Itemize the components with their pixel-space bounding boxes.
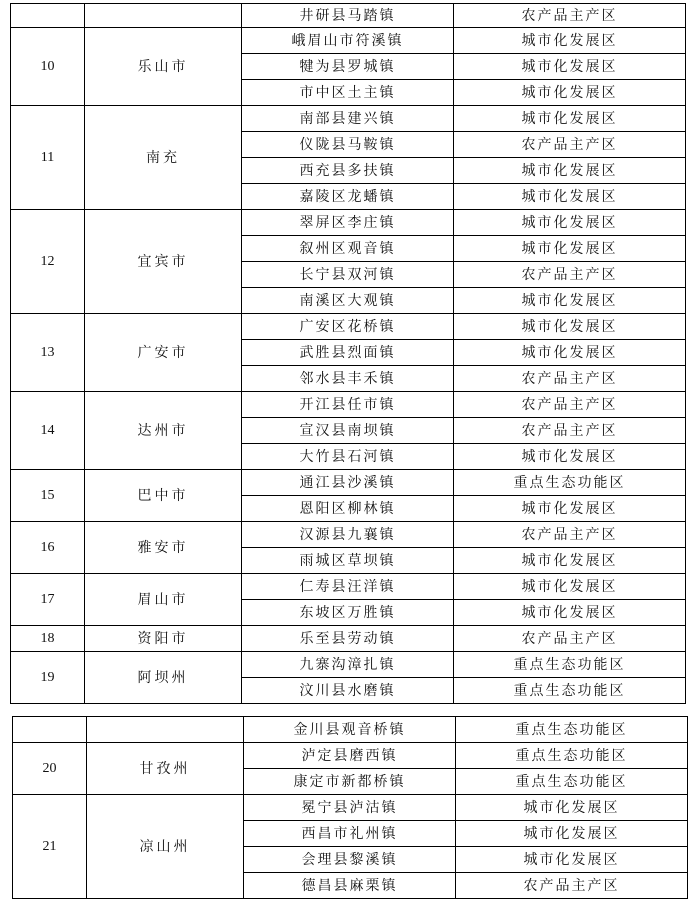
- city-name: 凉山州: [87, 795, 244, 899]
- zone-type: 城市化发展区: [454, 496, 686, 522]
- town-name: 开江县任市镇: [242, 392, 454, 418]
- town-name: 邻水县丰禾镇: [242, 366, 454, 392]
- town-name: 冕宁县泸沽镇: [244, 795, 456, 821]
- town-name: 恩阳区柳林镇: [242, 496, 454, 522]
- town-name: 汶川县水磨镇: [242, 678, 454, 704]
- city-name: 资阳市: [85, 626, 242, 652]
- row-number: 20: [13, 743, 87, 795]
- zone-type: 城市化发展区: [454, 236, 686, 262]
- row-number: [11, 4, 85, 28]
- row-number: 16: [11, 522, 85, 574]
- town-name: 武胜县烈面镇: [242, 340, 454, 366]
- table-row: [11, 652, 686, 678]
- city-name: 甘孜州: [87, 743, 244, 795]
- zone-type: 重点生态功能区: [456, 743, 688, 769]
- table-row: [11, 28, 686, 54]
- town-name: 峨眉山市符溪镇: [242, 28, 454, 54]
- zone-type: 农产品主产区: [454, 366, 686, 392]
- town-name: 犍为县罗城镇: [242, 54, 454, 80]
- zone-type: 重点生态功能区: [454, 470, 686, 496]
- row-number: 12: [11, 210, 85, 314]
- town-name: 通江县沙溪镇: [242, 470, 454, 496]
- town-name: 西昌市礼州镇: [244, 821, 456, 847]
- town-name: 叙州区观音镇: [242, 236, 454, 262]
- zone-type: 农产品主产区: [454, 132, 686, 158]
- table-row: [11, 522, 686, 548]
- zone-type: 农产品主产区: [454, 418, 686, 444]
- town-name: 市中区土主镇: [242, 80, 454, 106]
- zone-type: 城市化发展区: [456, 821, 688, 847]
- row-number: 21: [13, 795, 87, 899]
- zone-type: 城市化发展区: [454, 80, 686, 106]
- table-row: [13, 743, 688, 769]
- town-name: 翠屏区李庄镇: [242, 210, 454, 236]
- zone-type: 农产品主产区: [454, 4, 686, 28]
- zone-type: 城市化发展区: [454, 574, 686, 600]
- city-name: 巴中市: [85, 470, 242, 522]
- row-number: 19: [11, 652, 85, 704]
- town-name: 雨城区草坝镇: [242, 548, 454, 574]
- table-row: [11, 4, 686, 28]
- row-number: 17: [11, 574, 85, 626]
- row-number: 11: [11, 106, 85, 210]
- table-row: [11, 106, 686, 132]
- zone-type: 农产品主产区: [454, 392, 686, 418]
- zone-type: 重点生态功能区: [454, 678, 686, 704]
- town-name: 南部县建兴镇: [242, 106, 454, 132]
- row-number: 13: [11, 314, 85, 392]
- city-name: 宜宾市: [85, 210, 242, 314]
- table-row: [11, 470, 686, 496]
- town-name: 西充县多扶镇: [242, 158, 454, 184]
- zone-type: 城市化发展区: [454, 444, 686, 470]
- zone-type: 城市化发展区: [454, 314, 686, 340]
- city-name: 雅安市: [85, 522, 242, 574]
- table-row: [11, 574, 686, 600]
- zone-type: 农产品主产区: [454, 522, 686, 548]
- city-name: [87, 717, 244, 743]
- table-row: [11, 626, 686, 652]
- table-row: [11, 392, 686, 418]
- town-table-part-2: [12, 716, 688, 899]
- town-name: 宣汉县南坝镇: [242, 418, 454, 444]
- row-number: 15: [11, 470, 85, 522]
- zone-type: 重点生态功能区: [456, 717, 688, 743]
- zone-type: 城市化发展区: [454, 210, 686, 236]
- city-name: 达州市: [85, 392, 242, 470]
- zone-type: 城市化发展区: [454, 600, 686, 626]
- zone-type: 城市化发展区: [454, 28, 686, 54]
- row-number: [13, 717, 87, 743]
- city-name: [85, 4, 242, 28]
- town-name: 会理县黎溪镇: [244, 847, 456, 873]
- zone-type: 重点生态功能区: [456, 769, 688, 795]
- town-name: 泸定县磨西镇: [244, 743, 456, 769]
- city-name: 乐山市: [85, 28, 242, 106]
- town-name: 金川县观音桥镇: [244, 717, 456, 743]
- zone-type: 城市化发展区: [454, 288, 686, 314]
- zone-type: 城市化发展区: [454, 184, 686, 210]
- zone-type: 农产品主产区: [456, 873, 688, 899]
- zone-type: 城市化发展区: [454, 54, 686, 80]
- table-row: [13, 795, 688, 821]
- town-name: 康定市新都桥镇: [244, 769, 456, 795]
- city-name: 眉山市: [85, 574, 242, 626]
- row-number: 14: [11, 392, 85, 470]
- zone-type: 城市化发展区: [456, 795, 688, 821]
- town-name: 井研县马踏镇: [242, 4, 454, 28]
- town-name: 嘉陵区龙蟠镇: [242, 184, 454, 210]
- town-name: 九寨沟漳扎镇: [242, 652, 454, 678]
- zone-type: 重点生态功能区: [454, 652, 686, 678]
- zone-type: 城市化发展区: [456, 847, 688, 873]
- city-name: 广安市: [85, 314, 242, 392]
- table-row: [11, 210, 686, 236]
- town-name: 乐至县劳动镇: [242, 626, 454, 652]
- town-name: 长宁县双河镇: [242, 262, 454, 288]
- zone-type: 城市化发展区: [454, 106, 686, 132]
- town-name: 大竹县石河镇: [242, 444, 454, 470]
- table-row: [11, 314, 686, 340]
- city-name: 南充: [85, 106, 242, 210]
- zone-type: 农产品主产区: [454, 262, 686, 288]
- town-name: 德昌县麻栗镇: [244, 873, 456, 899]
- town-table-part-1: [10, 3, 686, 704]
- town-name: 汉源县九襄镇: [242, 522, 454, 548]
- zone-type: 城市化发展区: [454, 548, 686, 574]
- row-number: 10: [11, 28, 85, 106]
- city-name: 阿坝州: [85, 652, 242, 704]
- zone-type: 城市化发展区: [454, 158, 686, 184]
- town-name: 仁寿县汪洋镇: [242, 574, 454, 600]
- row-number: 18: [11, 626, 85, 652]
- zone-type: 农产品主产区: [454, 626, 686, 652]
- town-name: 仪陇县马鞍镇: [242, 132, 454, 158]
- town-name: 广安区花桥镇: [242, 314, 454, 340]
- zone-type: 城市化发展区: [454, 340, 686, 366]
- town-name: 南溪区大观镇: [242, 288, 454, 314]
- town-name: 东坡区万胜镇: [242, 600, 454, 626]
- table-row: [13, 717, 688, 743]
